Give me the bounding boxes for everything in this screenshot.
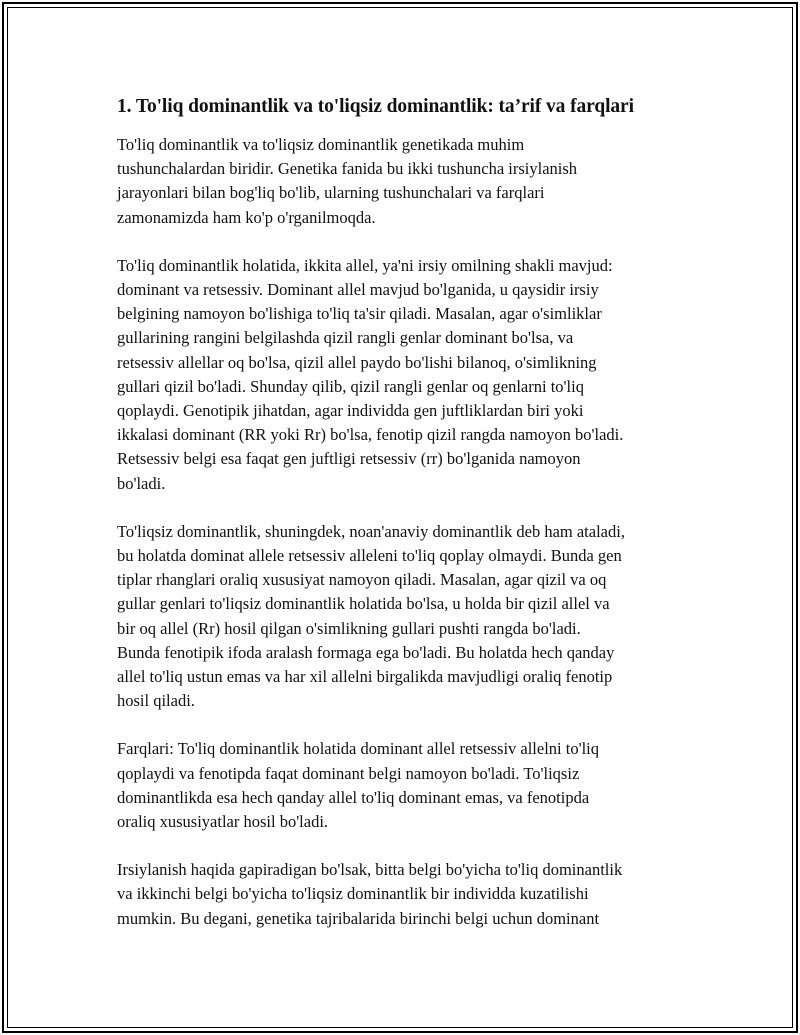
paragraph-line: gullar genlari to'liqsiz dominantlik holatida bo'lsa, u holda bir qizil allel va (117, 594, 610, 614)
paragraph-line: Retsessiv belgi esa faqat gen juftligi retsessiv (rr) bo'lganida namoyon (117, 449, 581, 469)
paragraph-line: va ikkinchi belgi bo'yicha to'liqsiz dominantlik bir individda kuzatilishi (117, 884, 589, 904)
paragraph-line: To'liq dominantlik holatida, ikkita allel, ya'ni irsiy omilning shakli mavjud: (117, 255, 613, 275)
paragraph-line: dominant va retsessiv. Dominant allel mavjud bo'lganida, u qaysidir irsiy (117, 280, 599, 300)
paragraph-line: qoplaydi. Genotipik jihatdan, agar individda gen juftliklardan biri yoki (117, 401, 584, 421)
paragraph-line: jarayonlari bilan bog'liq bo'lib, ularning tushunchalari va farqlari (117, 183, 545, 203)
paragraph-line: belgining namoyon bo'lishiga to'liq ta'sir qiladi. Masalan, agar o'simliklar (117, 304, 602, 324)
paragraph-line: Bunda fenotipik ifoda aralash formaga ega bo'ladi. Bu holatda hech qanday (117, 642, 615, 662)
paragraph-line: To'liq dominantlik va to'liqsiz dominantlik genetikada muhim (117, 135, 525, 154)
paragraph (117, 254, 697, 496)
paragraph-line: hosil qiladi. (117, 691, 195, 711)
paragraph-line: Farqlari: To'liq dominantlik holatida dominant allel retsessiv allelni to'liq (117, 739, 599, 759)
paragraph-line: oraliq xususiyatlar hosil bo'ladi. (117, 812, 329, 832)
paragraph-line: allel to'liq ustun emas va har xil allelni birgalikda mavjudligi oraliq fenotip (117, 667, 613, 687)
paragraph-line: zamonamizda ham ko'p o'rganilmoqda. (117, 207, 376, 227)
paragraph-line: ikkalasi dominant (RR yoki Rr) bo'lsa, fenotip qizil rangda namoyon bo'ladi. (117, 425, 624, 445)
paragraph-list (117, 133, 697, 931)
paragraph-line: bo'ladi. (117, 473, 166, 493)
paragraph-line: tushunchalardan biridir. Genetika fanida bu ikki tushuncha irsiylanish (117, 159, 578, 179)
paragraph-line: mumkin. Bu degani, genetika tajribalarida birinchi belgi uchun dominant (117, 908, 600, 928)
paragraph (117, 737, 697, 834)
document-body (117, 94, 697, 955)
paragraph (117, 133, 697, 230)
paragraph-line: dominantlikda esa hech qanday allel to'liq dominant emas, va fenotipda (117, 787, 590, 807)
section-heading: 1. To'liq dominantlik va to'liqsiz dominantlik: ta’rif va farqlari (117, 96, 634, 117)
paragraph-line: gullari qizil bo'ladi. Shunday qilib, qizil rangli genlar oq genlarni to'liq (117, 376, 584, 396)
paragraph-line: tiplar rhanglari oraliq xususiyat namoyon qiladi. Masalan, agar qizil va oq (117, 570, 607, 590)
paragraph-line: gullarining rangini belgilashda qizil rangli genlar dominant bo'lsa, va (117, 328, 574, 348)
paragraph-line: To'liqsiz dominantlik, shuningdek, noan'anaviy dominantlik deb ham ataladi, (117, 521, 625, 541)
paragraph (117, 858, 697, 931)
paragraph-line: Irsiylanish haqida gapiradigan bo'lsak, bitta belgi bo'yicha to'liq dominantlik (117, 860, 623, 880)
paragraph (117, 520, 697, 714)
paragraph-line: bu holatda dominat allele retsessiv alleleni to'liq qoplay olmaydi. Bunda gen (117, 546, 622, 566)
paragraph-line: qoplaydi va fenotipda faqat dominant belgi namoyon bo'ladi. To'liqsiz (117, 763, 580, 783)
paragraph-line: retsessiv allellar oq bo'lsa, qizil allel paydo bo'lishi bilanoq, o'simlikning (117, 352, 597, 372)
paragraph-line: bir oq allel (Rr) hosil qilgan o'simlikning gullari pushti rangda bo'ladi. (117, 618, 581, 638)
